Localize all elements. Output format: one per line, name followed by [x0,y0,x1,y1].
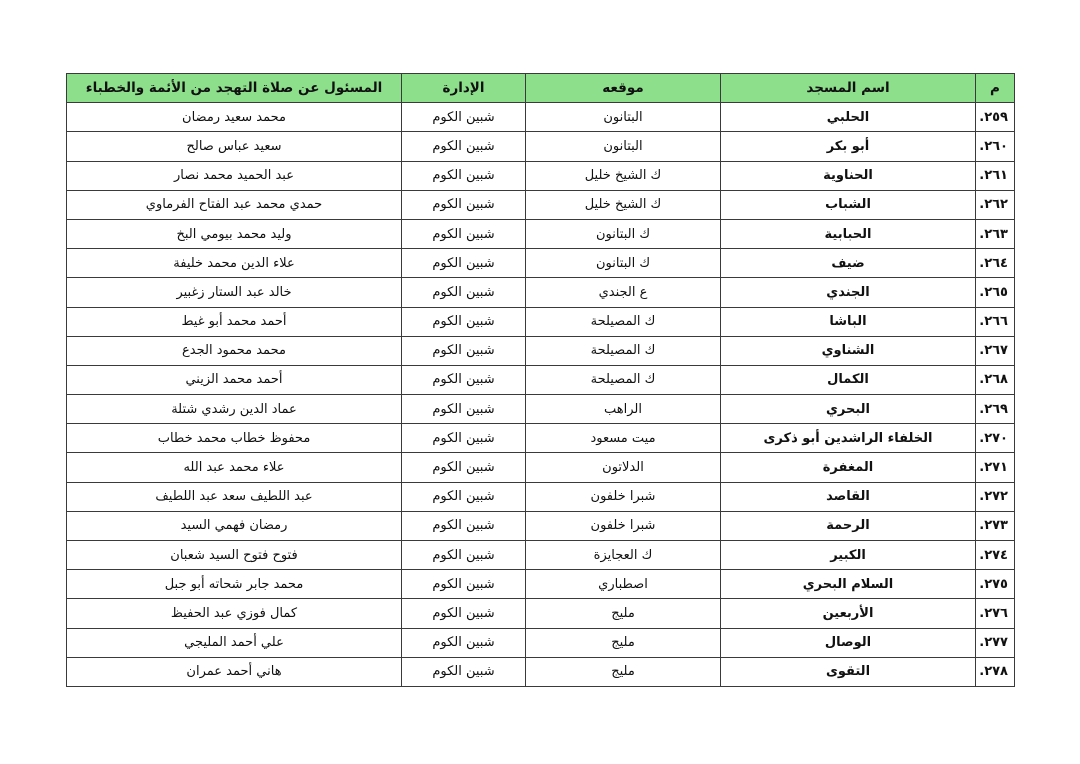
responsible-imam: عبد الحميد محمد نصار [67,161,402,190]
administration: شبين الكوم [402,219,526,248]
row-number: ٢٦٢. [976,190,1015,219]
responsible-imam: سعيد عباس صالح [67,132,402,161]
mosque-location: ع الجندي [526,278,721,307]
administration: شبين الكوم [402,628,526,657]
responsible-imam: علي أحمد المليجي [67,628,402,657]
responsible-imam: محمد محمود الجدع [67,336,402,365]
row-number: ٢٧٨. [976,657,1015,686]
responsible-imam: خالد عبد الستار زغبير [67,278,402,307]
table-row [67,278,1015,307]
row-number: ٢٥٩. [976,103,1015,132]
mosque-name: الحبابية [721,219,976,248]
administration: شبين الكوم [402,424,526,453]
table-row [67,307,1015,336]
row-number: ٢٧٥. [976,570,1015,599]
mosque-name: الرحمة [721,511,976,540]
responsible-imam: عبد اللطيف سعد عبد اللطيف [67,482,402,511]
mosque-location: ك البتانون [526,219,721,248]
administration: شبين الكوم [402,249,526,278]
mosque-location: مليج [526,628,721,657]
mosque-location: ك الشيخ خليل [526,161,721,190]
mosque-location: ك الشيخ خليل [526,190,721,219]
table-row [67,336,1015,365]
responsible-imam: محمد سعيد رمضان [67,103,402,132]
mosque-name: الشناوي [721,336,976,365]
mosque-name: الحلبي [721,103,976,132]
row-number: ٢٧١. [976,453,1015,482]
administration: شبين الكوم [402,511,526,540]
administration: شبين الكوم [402,103,526,132]
row-number: ٢٧٧. [976,628,1015,657]
table-row [67,424,1015,453]
mosque-name: البحري [721,395,976,424]
responsible-imam: علاء محمد عبد الله [67,453,402,482]
responsible-imam: أحمد محمد الزيني [67,365,402,394]
mosque-name: القاصد [721,482,976,511]
responsible-imam: محمد جابر شحاته أبو جبل [67,570,402,599]
administration: شبين الكوم [402,278,526,307]
header-administration: الإدارة [402,74,526,103]
row-number: ٢٧٠. [976,424,1015,453]
row-number: ٢٦٧. [976,336,1015,365]
row-number: ٢٧٦. [976,599,1015,628]
table-row [67,628,1015,657]
administration: شبين الكوم [402,570,526,599]
table-row [67,482,1015,511]
mosque-name: ضيف [721,249,976,278]
row-number: ٢٦٦. [976,307,1015,336]
responsible-imam: وليد محمد بيومي البخ [67,219,402,248]
administration: شبين الكوم [402,482,526,511]
administration: شبين الكوم [402,657,526,686]
mosque-location: البتانون [526,103,721,132]
administration: شبين الكوم [402,190,526,219]
header-num: م [976,74,1015,103]
table-row [67,103,1015,132]
mosque-location: الراهب [526,395,721,424]
mosque-location: ميت مسعود [526,424,721,453]
administration: شبين الكوم [402,161,526,190]
row-number: ٢٦٤. [976,249,1015,278]
table-row [67,453,1015,482]
mosque-name: الشباب [721,190,976,219]
mosque-location: البتانون [526,132,721,161]
mosque-name: الكبير [721,541,976,570]
mosque-name: الباشا [721,307,976,336]
administration: شبين الكوم [402,453,526,482]
table-row [67,365,1015,394]
mosque-name: السلام البحري [721,570,976,599]
responsible-imam: كمال فوزي عبد الحفيظ [67,599,402,628]
table-row [67,161,1015,190]
mosque-name: الجندي [721,278,976,307]
mosque-name: الحناوية [721,161,976,190]
row-number: ٢٦٣. [976,219,1015,248]
mosque-location: ك المصيلحة [526,365,721,394]
mosque-location: ك العجايزة [526,541,721,570]
responsible-imam: عماد الدين رشدي شتلة [67,395,402,424]
mosque-location: ك البتانون [526,249,721,278]
row-number: ٢٧٣. [976,511,1015,540]
table-row [67,132,1015,161]
row-number: ٢٦٥. [976,278,1015,307]
table-row [67,541,1015,570]
administration: شبين الكوم [402,395,526,424]
mosque-location: شبرا خلفون [526,482,721,511]
mosque-location: ك المصيلحة [526,307,721,336]
header-location: موقعه [526,74,721,103]
mosque-name: أبو بكر [721,132,976,161]
row-number: ٢٦٠. [976,132,1015,161]
responsible-imam: محفوظ خطاب محمد خطاب [67,424,402,453]
table-row [67,395,1015,424]
mosques-table [66,73,1015,687]
header-mosque-name: اسم المسجد [721,74,976,103]
mosque-location: الدلاتون [526,453,721,482]
responsible-imam: علاء الدين محمد خليفة [67,249,402,278]
mosque-location: مليج [526,599,721,628]
table-header-row [67,74,1015,103]
responsible-imam: رمضان فهمي السيد [67,511,402,540]
mosque-name: الخلفاء الراشدين أبو ذكرى [721,424,976,453]
row-number: ٢٦٨. [976,365,1015,394]
table-row [67,249,1015,278]
table-row [67,190,1015,219]
responsible-imam: فتوح فتوح السيد شعبان [67,541,402,570]
header-responsible: المسئول عن صلاة التهجد من الأئمة والخطباء [67,74,402,103]
mosque-name: التقوى [721,657,976,686]
mosques-table-container [66,73,1014,687]
mosque-location: مليج [526,657,721,686]
mosque-name: المغفرة [721,453,976,482]
administration: شبين الكوم [402,132,526,161]
row-number: ٢٦١. [976,161,1015,190]
table-row [67,511,1015,540]
mosque-name: الوصال [721,628,976,657]
administration: شبين الكوم [402,307,526,336]
mosque-name: الأربعين [721,599,976,628]
table-row [67,570,1015,599]
mosque-location: شبرا خلفون [526,511,721,540]
mosque-location: ك المصيلحة [526,336,721,365]
row-number: ٢٦٩. [976,395,1015,424]
table-body [67,103,1015,687]
responsible-imam: أحمد محمد أبو غيط [67,307,402,336]
row-number: ٢٧٢. [976,482,1015,511]
responsible-imam: هاني أحمد عمران [67,657,402,686]
responsible-imam: حمدي محمد عبد الفتاح الفرماوي [67,190,402,219]
administration: شبين الكوم [402,541,526,570]
administration: شبين الكوم [402,365,526,394]
mosque-name: الكمال [721,365,976,394]
table-row [67,657,1015,686]
table-row [67,599,1015,628]
administration: شبين الكوم [402,336,526,365]
table-row [67,219,1015,248]
mosque-location: اصطباري [526,570,721,599]
administration: شبين الكوم [402,599,526,628]
row-number: ٢٧٤. [976,541,1015,570]
